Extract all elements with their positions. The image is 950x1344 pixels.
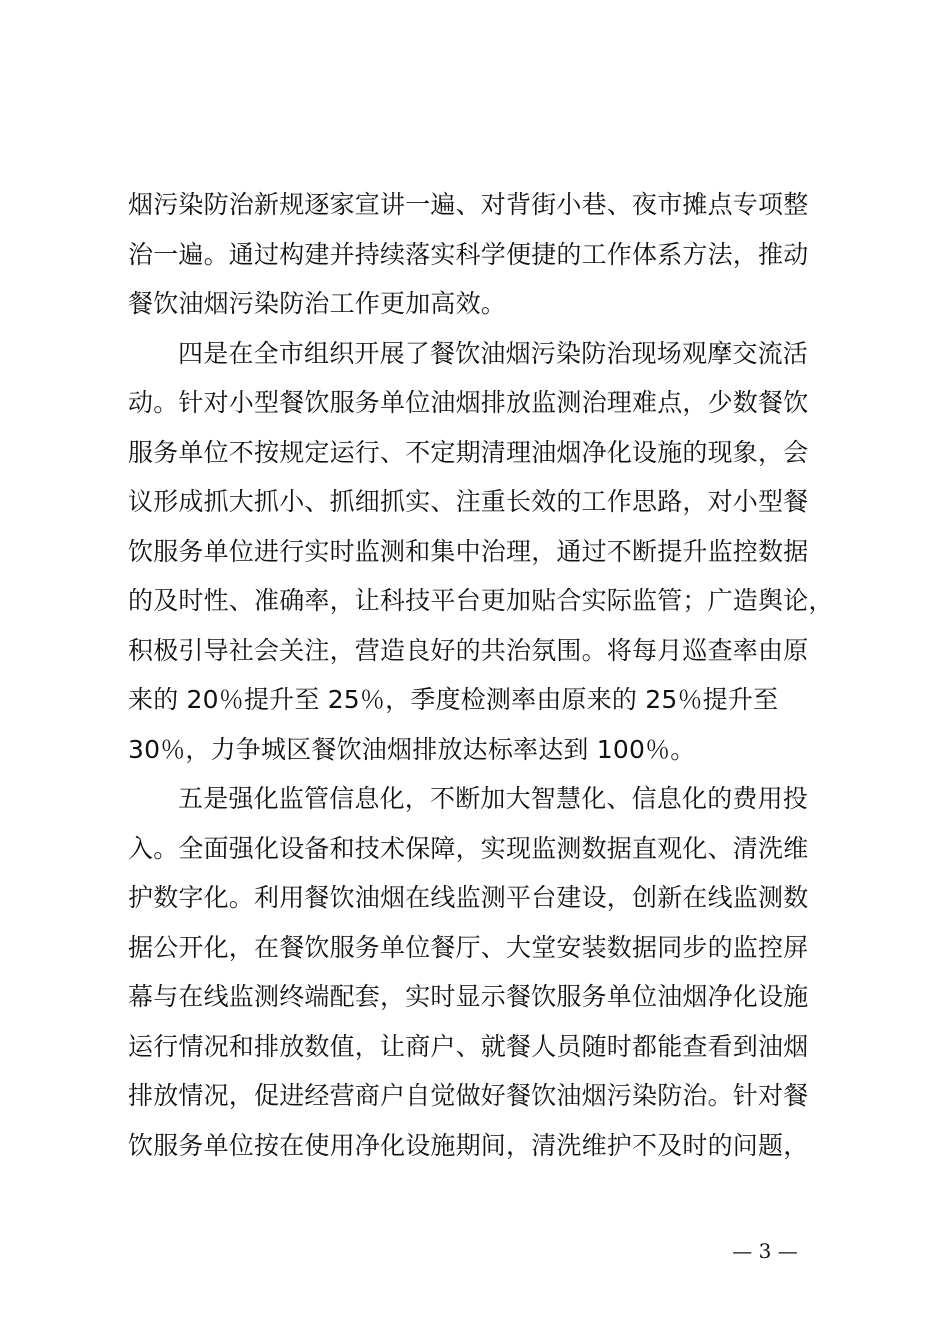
text-line: 排放情况，促进经营商户自觉做好餐饮油烟污染防治。针对餐 [128, 1081, 809, 1110]
text-line: 饮服务单位进行实时监测和集中治理，通过不断提升监控数据 [128, 536, 809, 566]
text-line: 入。全面强化设备和技术保障，实现监测数据直观化、清洗维 [128, 833, 809, 863]
text-line: 治一遍。通过构建并持续落实科学便捷的工作体系方法，推动 [128, 239, 809, 269]
paragraph-start-line: 四是在全市组织开展了餐饮油烟污染防治现场观摩交流活 [178, 338, 809, 368]
text-line: 议形成抓大抓小、抓细抓实、注重长效的工作思路，对小型餐 [128, 487, 809, 516]
text-line: 护数字化。利用餐饮油烟在线监测平台建设，创新在线监测数 [128, 883, 809, 912]
text-line: 餐饮油烟污染防治工作更加高效。 [128, 289, 507, 318]
text-line: 积极引导社会关注，营造良好的共治氛围。将每月巡查率由原 [128, 635, 809, 665]
paragraph-start-line: 五是强化监管信息化，不断加大智慧化、信息化的费用投 [178, 784, 809, 813]
page-number: — 3 — [732, 1239, 798, 1263]
text-line: 的及时性、准确率，让科技平台更加贴合实际监管；广造舆论， [128, 586, 834, 615]
text-line: 30％，力争城区餐饮油烟排放达标率达到 100％。 [128, 734, 696, 764]
body-text [128, 180, 858, 1170]
text-line: 服务单位不按规定运行、不定期清理油烟净化设施的现象，会 [128, 437, 809, 467]
text-line: 烟污染防治新规逐家宣讲一遍、对背街小巷、夜市摊点专项整 [128, 190, 809, 219]
text-line: 来的 20％提升至 25％，季度检测率由原来的 25％提升至 [128, 685, 779, 714]
text-line: 动。针对小型餐饮服务单位油烟排放监测治理难点，少数餐饮 [128, 388, 809, 417]
text-line: 饮服务单位按在使用净化设施期间，清洗维护不及时的问题， [128, 1130, 809, 1160]
text-line: 幕与在线监测终端配套，实时显示餐饮服务单位油烟净化设施 [128, 982, 809, 1011]
text-line: 运行情况和排放数值，让商户、就餐人员随时都能查看到油烟 [128, 1031, 809, 1061]
text-line: 据公开化，在餐饮服务单位餐厅、大堂安装数据同步的监控屏 [128, 932, 809, 962]
